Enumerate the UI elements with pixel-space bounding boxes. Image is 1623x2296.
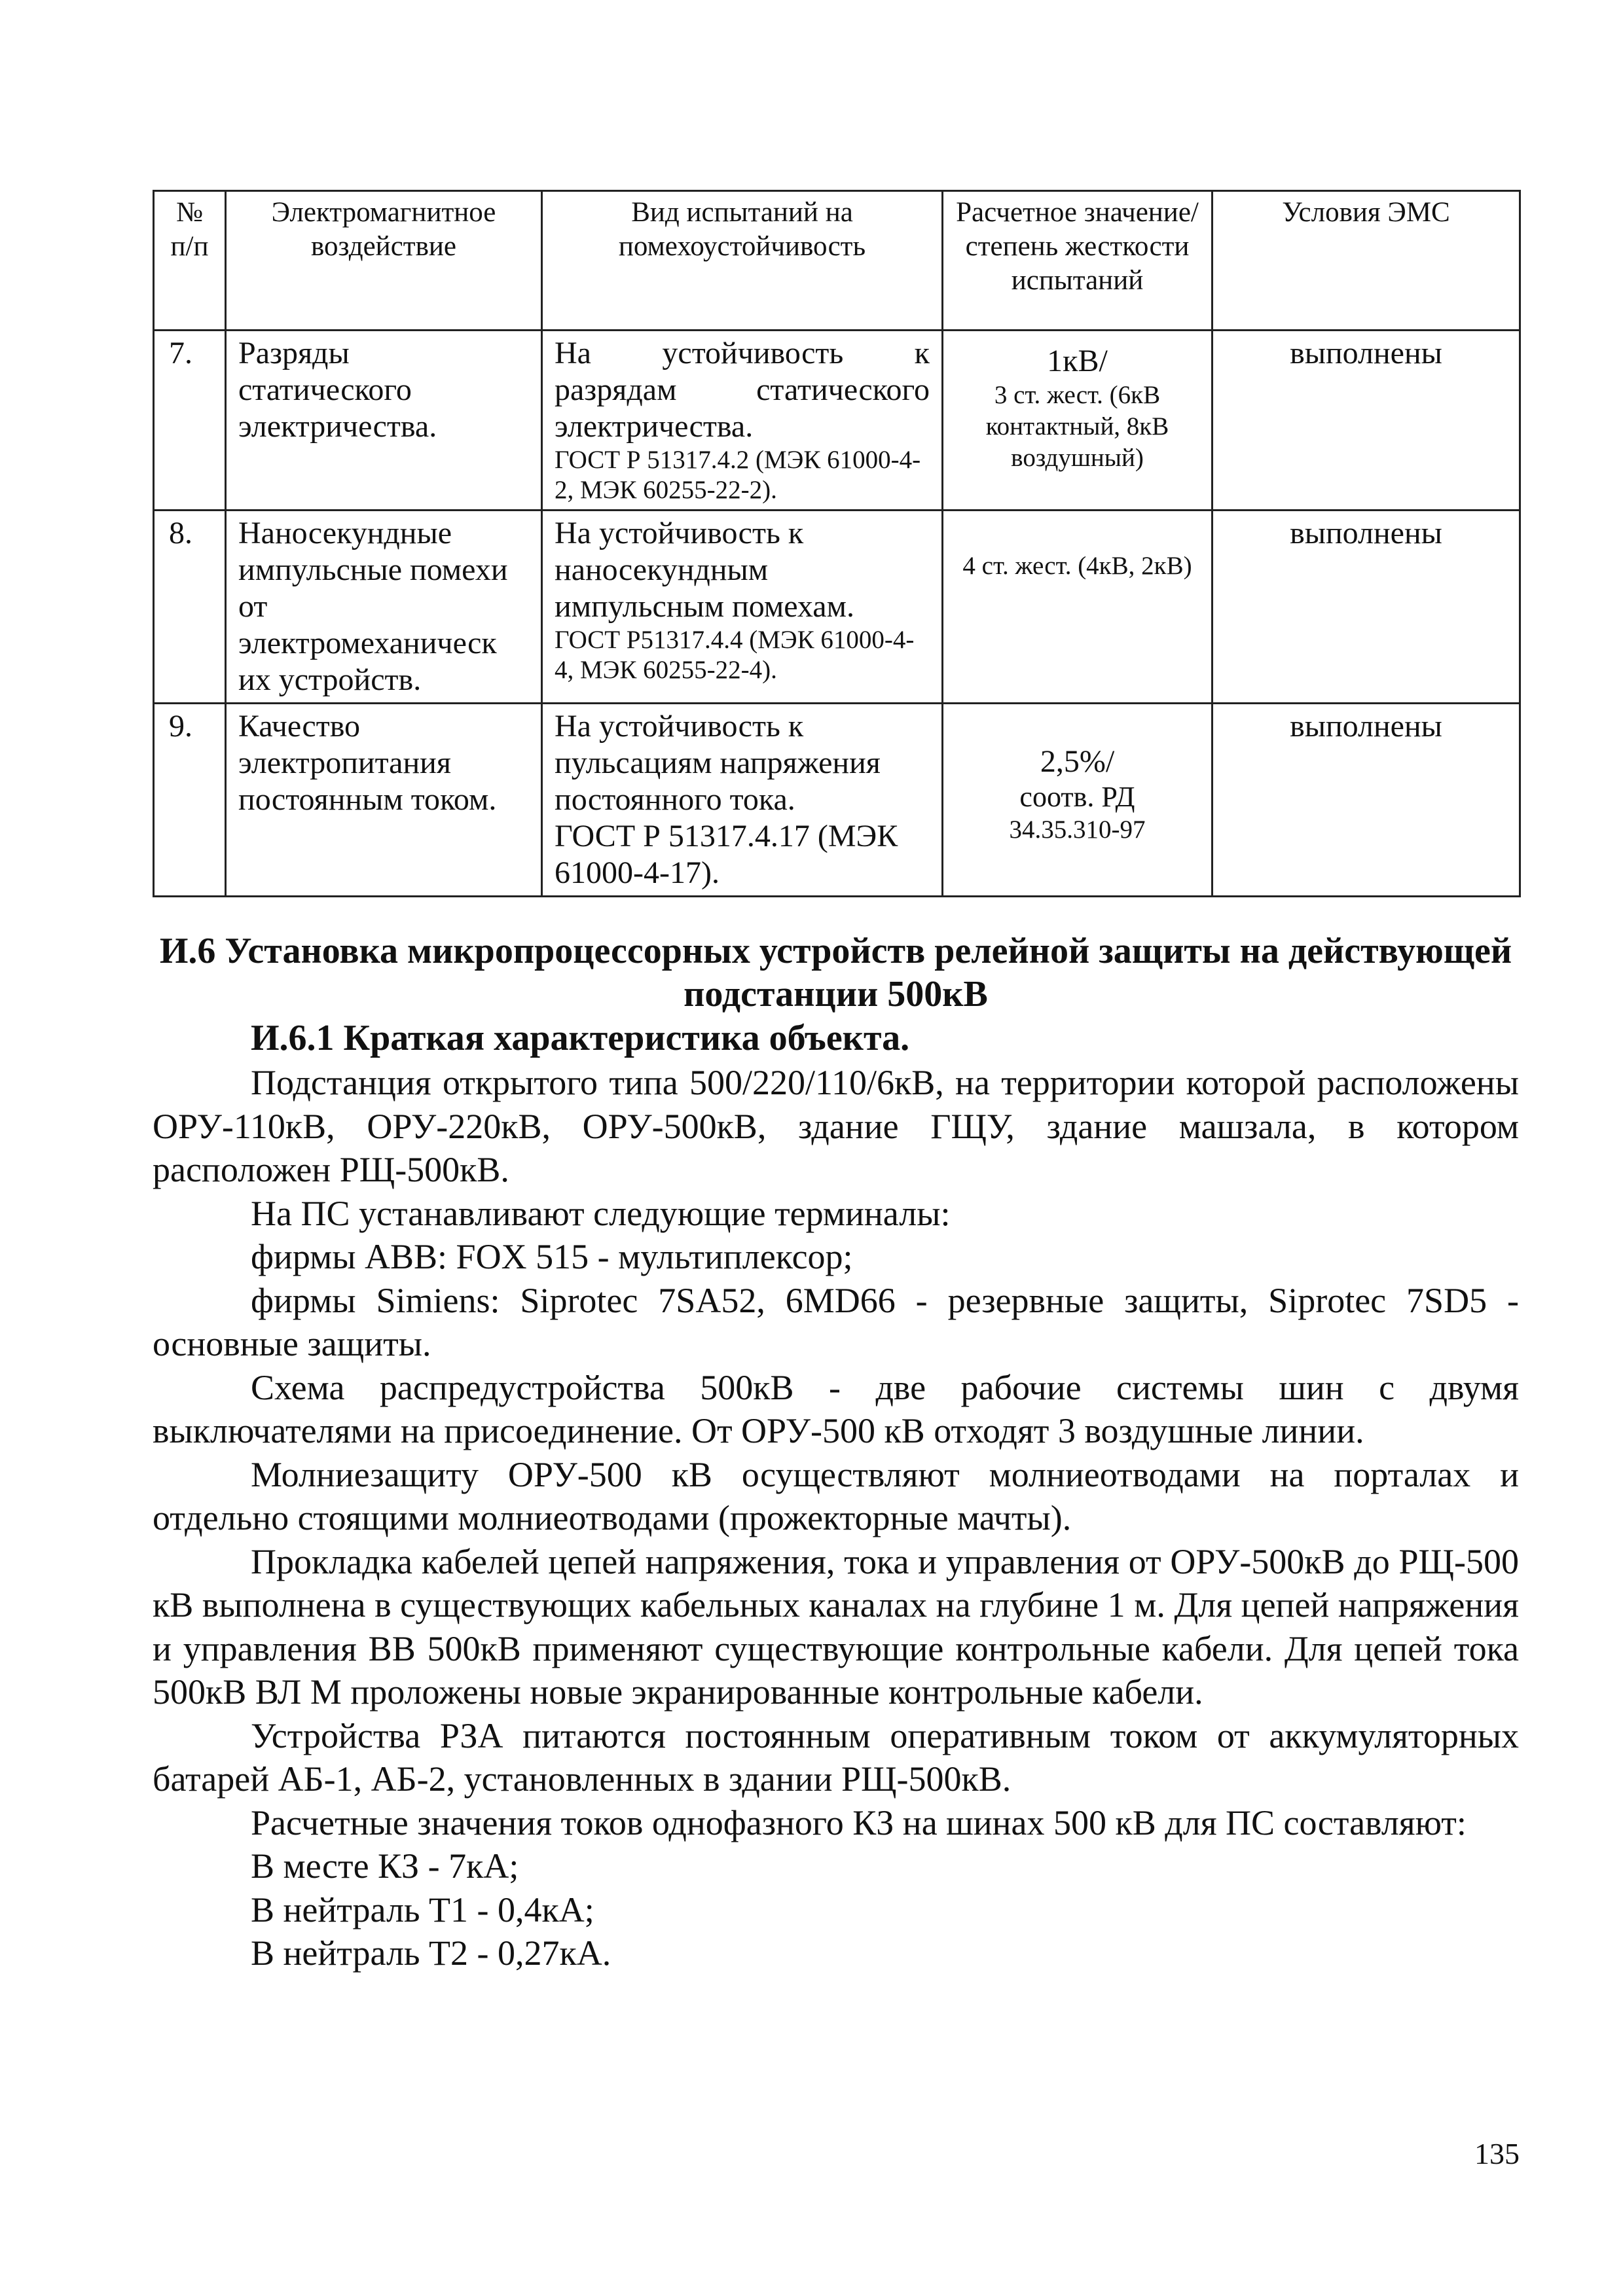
row-value-line2: соотв. РД bbox=[1019, 781, 1135, 813]
row-impact: Наносекундные импульсные помехи от электромеханическ их устройств. bbox=[226, 511, 542, 704]
row-value-detail: 34.35.310-97 bbox=[1009, 816, 1146, 844]
header-impact: Электромагнитное воздействие bbox=[226, 191, 542, 331]
row-test bbox=[542, 704, 943, 897]
paragraph: Подстанция открытого типа 500/220/110/6кВ, на территории которой расположены ОРУ-110кВ, ОРУ-220кВ, ОРУ-500кВ, здание ГЩУ, здание машзала, в котором расположен РЩ-500кВ. bbox=[153, 1063, 1519, 1189]
paragraph: Прокладка кабелей цепей напряжения, тока и управления от ОРУ-500кВ до РЩ-500 кВ выполнена в существующих кабельных каналах на глубине 1 м. Для цепей напряжения и управления ВВ 500кВ применяют существующие контрольные кабели. Для цепей тока 500кВ ВЛ М проложены новые экранированные контрольные кабели. bbox=[153, 1541, 1519, 1712]
table-row bbox=[154, 704, 1520, 897]
section-title: И.6 Установка микропроцессорных устройств релейной защиты на действующей подстанции 500кВ bbox=[159, 931, 1512, 1014]
paragraph: В нейтраль Т2 - 0,27кА. bbox=[251, 1933, 611, 1973]
body-text bbox=[153, 1061, 1519, 1975]
paragraph: фирмы АВВ: FOX 515 - мультиплексор; bbox=[251, 1237, 853, 1276]
subsection-title: И.6.1 Краткая характеристика объекта. bbox=[251, 1018, 910, 1058]
row-test-main: На устойчивость к наносекундным импульсным помехам. bbox=[555, 516, 854, 624]
row-value-main: 1кВ/ bbox=[1047, 344, 1108, 378]
table-header-row bbox=[154, 191, 1520, 331]
row-num: 8. bbox=[154, 511, 226, 704]
row-test-main: На устойчивость к пульсациям напряжения постоянного тока. bbox=[555, 709, 881, 817]
row-test-gost: ГОСТ Р 51317.4.2 (МЭК 61000-4-2, МЭК 60255-22-2). bbox=[555, 446, 921, 504]
header-value: Расчетное значение/ степень жесткости испытаний bbox=[943, 191, 1213, 331]
paragraph: В нейтраль Т1 - 0,4кА; bbox=[251, 1890, 594, 1929]
table-row bbox=[154, 511, 1520, 704]
row-value-detail: 4 ст. жест. (4кВ, 2кВ) bbox=[962, 552, 1192, 580]
emc-test-table bbox=[153, 190, 1521, 897]
row-emc: выполнены bbox=[1213, 511, 1520, 704]
row-impact: Разряды статического электричества. bbox=[226, 331, 542, 511]
header-test: Вид испытаний на помехоустойчивость bbox=[542, 191, 943, 331]
row-emc: выполнены bbox=[1213, 704, 1520, 897]
paragraph: Молниезащиту ОРУ-500 кВ осуществляют молниеотводами на порталах и отдельно стоящими молниеотводами (прожекторные мачты). bbox=[153, 1454, 1519, 1537]
header-emc: Условия ЭМС bbox=[1213, 191, 1520, 331]
row-test-gost: ГОСТ Р 51317.4.17 (МЭК 61000-4-17). bbox=[555, 819, 898, 890]
row-impact: Качество электропитания постоянным током. bbox=[226, 704, 542, 897]
row-value-detail: 3 ст. жест. (6кВ контактный, 8кВ воздушный) bbox=[985, 381, 1169, 472]
row-test-main: На устойчивость к разрядам статического электричества. bbox=[555, 336, 930, 444]
row-test bbox=[542, 331, 943, 511]
page-number: 135 bbox=[1474, 2137, 1520, 2170]
row-test bbox=[542, 511, 943, 704]
row-value bbox=[943, 511, 1213, 704]
paragraph: Расчетные значения токов однофазного КЗ на шинах 500 кВ для ПС составляют: bbox=[251, 1803, 1467, 1842]
paragraph: На ПС устанавливают следующие терминалы: bbox=[251, 1193, 951, 1233]
row-value bbox=[943, 704, 1213, 897]
header-num: № п/п bbox=[154, 191, 226, 331]
paragraph: Схема распредустройства 500кВ - две рабочие системы шин с двумя выключателями на присоединение. От ОРУ-500 кВ отходят 3 воздушные линии. bbox=[153, 1367, 1519, 1450]
row-value-main: 2,5%/ bbox=[1040, 744, 1115, 779]
table-row bbox=[154, 331, 1520, 511]
row-emc: выполнены bbox=[1213, 331, 1520, 511]
row-test-gost: ГОСТ Р51317.4.4 (МЭК 61000-4-4, МЭК 60255-22-4). bbox=[555, 626, 915, 684]
paragraph: Устройства РЗА питаются постоянным оперативным током от аккумуляторных батарей АБ-1, АБ-2, установленных в здании РЩ-500кВ. bbox=[153, 1715, 1519, 1799]
row-num: 9. bbox=[154, 704, 226, 897]
paragraph: В месте КЗ - 7кА; bbox=[251, 1846, 519, 1886]
row-num: 7. bbox=[154, 331, 226, 511]
row-value bbox=[943, 331, 1213, 511]
paragraph: фирмы Simiens: Siprotec 7SA52, 6MD66 - резервные защиты, Siprotec 7SD5 - основные защиты. bbox=[153, 1280, 1519, 1363]
